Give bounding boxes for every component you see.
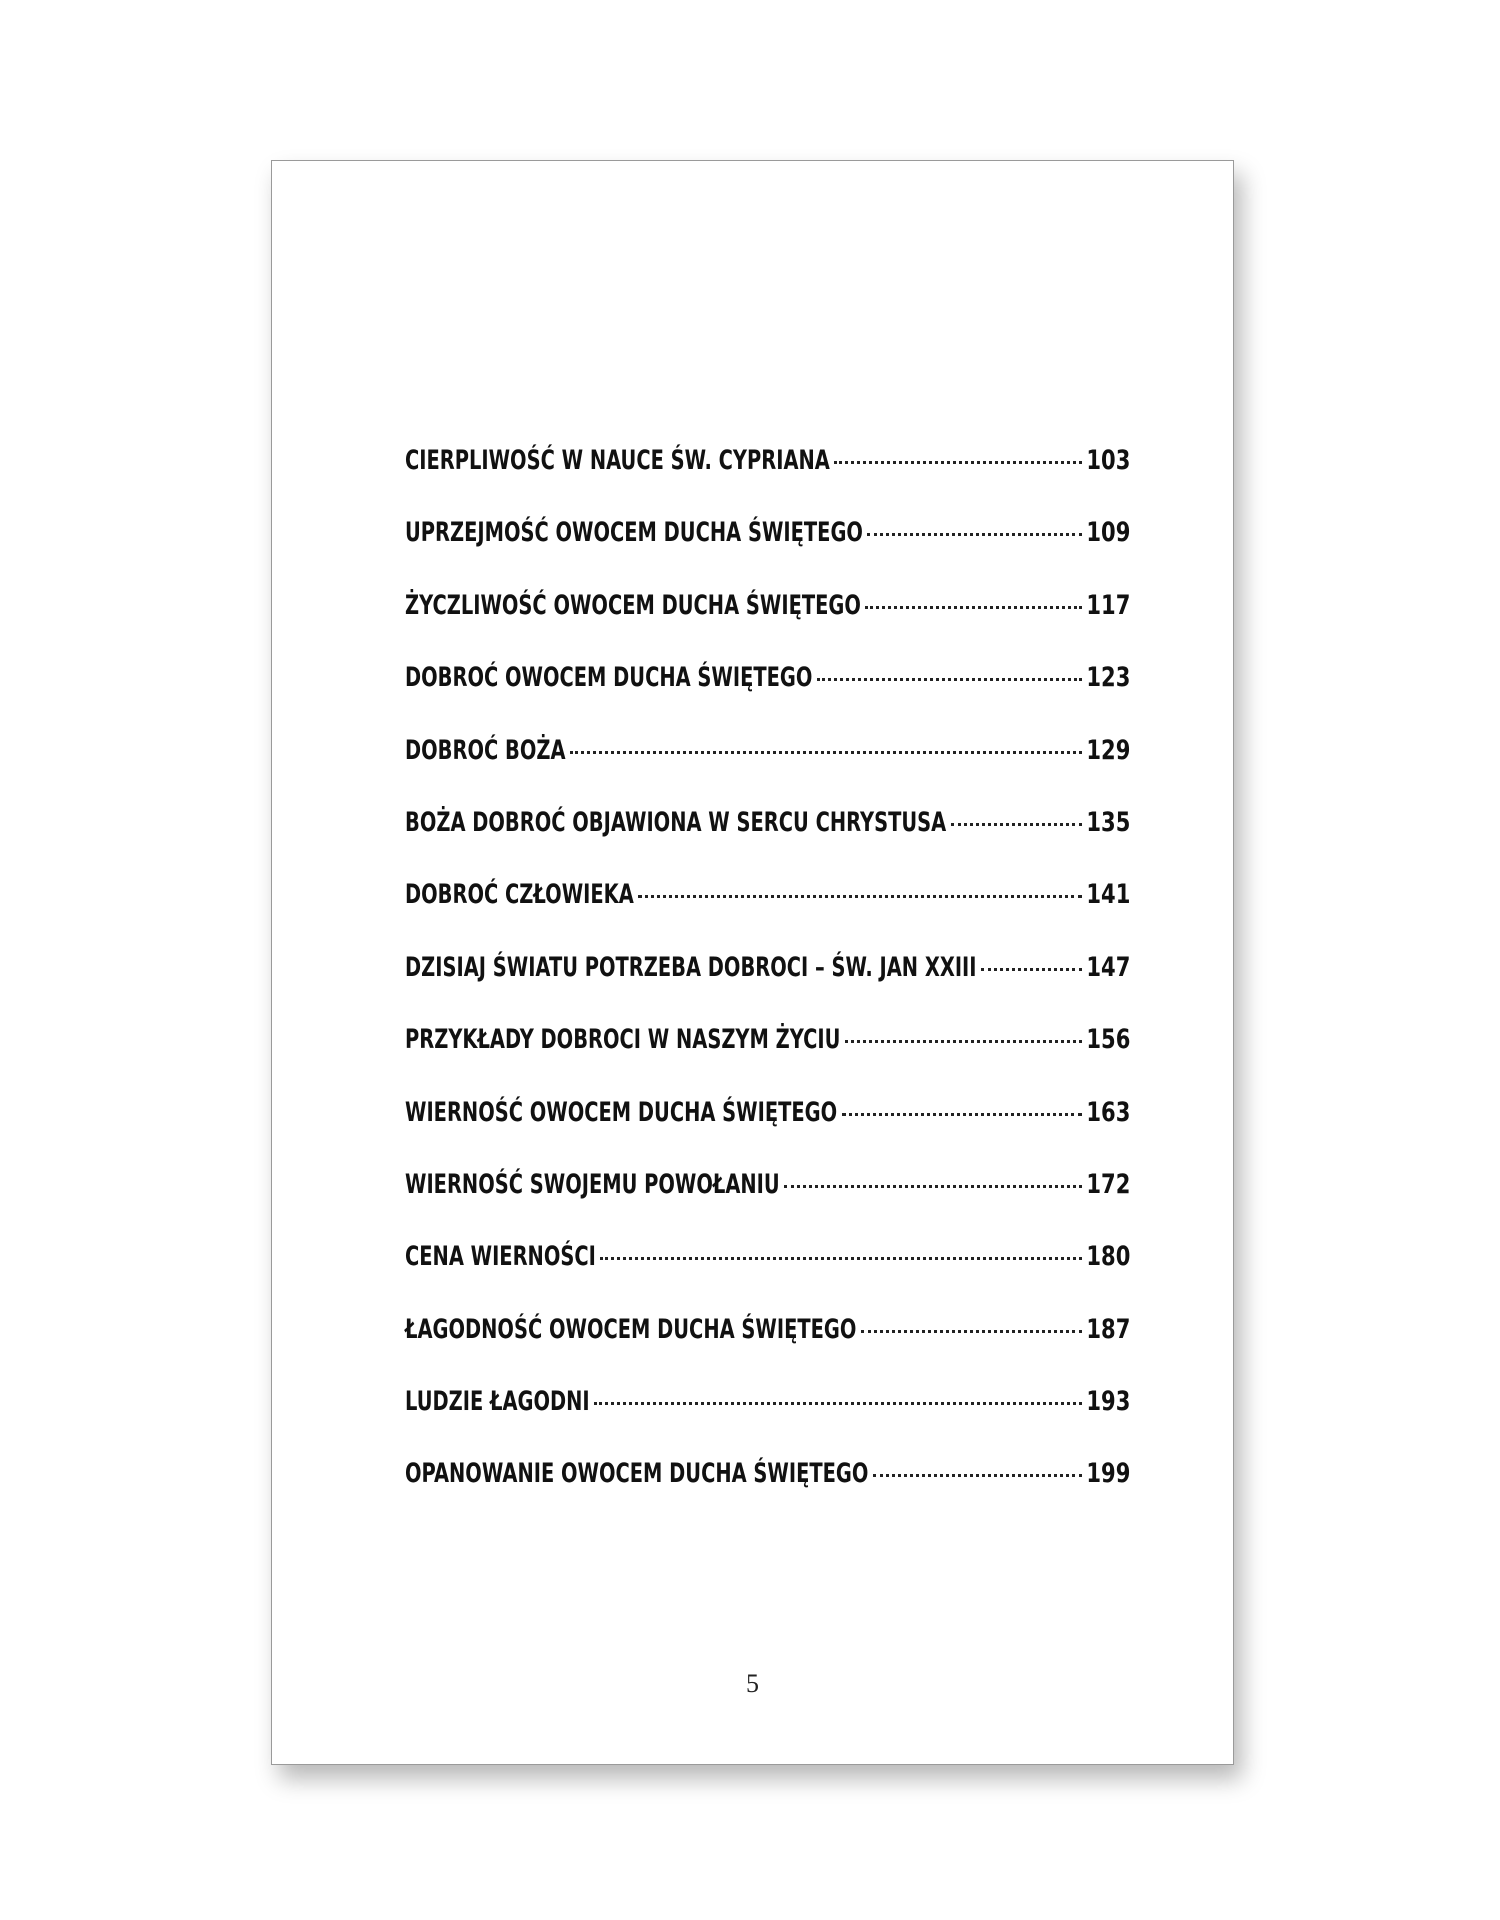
toc-entry-title: PRZYKŁADY DOBROCI W NASZYM ŻYCIU <box>405 1024 841 1056</box>
toc-entry-page: 141 <box>1086 879 1130 911</box>
toc-entry <box>405 1386 1130 1458</box>
toc-entry <box>405 445 1130 517</box>
dot-leader <box>873 1474 1082 1477</box>
toc-entry-page: 156 <box>1086 1024 1130 1056</box>
toc-entry <box>405 807 1130 879</box>
toc-entry <box>405 1458 1130 1530</box>
toc-entry-page: 193 <box>1086 1386 1130 1418</box>
dot-leader <box>600 1257 1082 1260</box>
toc-entry-title: CIERPLIWOŚĆ W NAUCE ŚW. CYPRIANA <box>405 445 830 476</box>
dot-leader <box>570 751 1082 754</box>
dot-leader <box>842 1113 1082 1116</box>
toc-entry-title: DOBROĆ OWOCEM DUCHA ŚWIĘTEGO <box>405 662 813 694</box>
toc-entry-page: 187 <box>1086 1313 1130 1345</box>
toc-entry-title: DOBROĆ BOŻA <box>405 734 566 766</box>
toc-entry-title: ŻYCZLIWOŚĆ OWOCEM DUCHA ŚWIĘTEGO <box>405 589 861 621</box>
toc-entry-title: ŁAGODNOŚĆ OWOCEM DUCHA ŚWIĘTEGO <box>405 1313 857 1345</box>
toc-entry <box>405 1169 1130 1241</box>
toc-entry-page: 199 <box>1086 1458 1130 1490</box>
toc-entry-title: OPANOWANIE OWOCEM DUCHA ŚWIĘTEGO <box>405 1458 869 1490</box>
toc-entry-page: 180 <box>1086 1241 1130 1273</box>
page-number: 5 <box>746 1669 759 1698</box>
dot-leader <box>861 1330 1082 1333</box>
toc-entry-page: 123 <box>1086 662 1130 694</box>
toc-entry <box>405 1314 1130 1386</box>
dot-leader <box>817 678 1082 681</box>
toc-entry-page: 129 <box>1086 734 1130 766</box>
toc-entry-page: 147 <box>1086 951 1130 983</box>
toc-entry-title: DZISIAJ ŚWIATU POTRZEBA DOBROCI – ŚW. JAN XXIII <box>405 951 977 983</box>
toc-entry <box>405 1097 1130 1169</box>
toc-entry <box>405 662 1130 734</box>
dot-leader <box>951 823 1082 826</box>
dot-leader <box>867 533 1082 536</box>
book-page <box>271 160 1234 1765</box>
toc-entry-title: BOŻA DOBROĆ OBJAWIONA W SERCU CHRYSTUSA <box>405 806 947 838</box>
toc-entry-title: CENA WIERNOŚCI <box>405 1241 596 1273</box>
toc-entry <box>405 879 1130 951</box>
dot-leader <box>845 1040 1082 1043</box>
toc-entry-page: 109 <box>1086 517 1130 549</box>
toc-entry <box>405 1024 1130 1096</box>
toc-entry-page: 135 <box>1086 806 1130 838</box>
toc-entry <box>405 517 1130 589</box>
toc-entry <box>405 735 1130 807</box>
toc-entry-page: 103 <box>1086 445 1130 476</box>
toc-entry-title: UPRZEJMOŚĆ OWOCEM DUCHA ŚWIĘTEGO <box>405 517 863 549</box>
dot-leader <box>638 895 1082 898</box>
toc-entry-title: DOBROĆ CZŁOWIEKA <box>405 879 634 911</box>
dot-leader <box>784 1185 1082 1188</box>
toc-entry-page: 163 <box>1086 1096 1130 1128</box>
toc-entry-title: WIERNOŚĆ OWOCEM DUCHA ŚWIĘTEGO <box>405 1096 838 1128</box>
toc-entry-title: LUDZIE ŁAGODNI <box>405 1386 590 1418</box>
toc-entry <box>405 590 1130 662</box>
dot-leader <box>865 606 1082 609</box>
dot-leader <box>594 1402 1082 1405</box>
toc-entry <box>405 1241 1130 1313</box>
dot-leader <box>981 968 1082 971</box>
toc-entry-page: 172 <box>1086 1168 1130 1200</box>
dot-leader <box>834 461 1082 464</box>
table-of-contents <box>405 445 1130 1531</box>
toc-entry <box>405 952 1130 1024</box>
toc-entry-title: WIERNOŚĆ SWOJEMU POWOŁANIU <box>405 1168 780 1200</box>
toc-entry-page: 117 <box>1086 589 1130 621</box>
